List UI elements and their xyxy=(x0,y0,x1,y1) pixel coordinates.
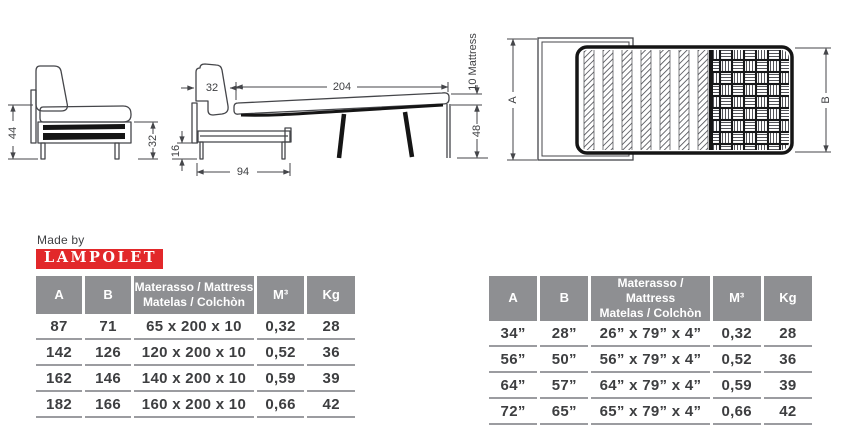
table-row xyxy=(36,340,355,366)
cell-a: 56” xyxy=(489,347,537,373)
cell-a: 142 xyxy=(36,340,82,366)
closed-sofa-dimensions xyxy=(7,105,159,159)
cell-weight: 28 xyxy=(307,314,355,340)
cell-a: 34” xyxy=(489,321,537,347)
col-header-b: B xyxy=(540,276,588,321)
open-bed-top-view xyxy=(538,38,792,160)
cell-b: 50” xyxy=(540,347,588,373)
col-header-mattress xyxy=(134,276,254,314)
col-header-volume: M³ xyxy=(257,276,305,314)
table-row xyxy=(36,366,355,392)
closed-sofa-mechanism-bar xyxy=(43,133,125,140)
cell-mattress: 65 x 200 x 10 xyxy=(134,314,254,340)
cell-b: 166 xyxy=(85,392,131,418)
table-row xyxy=(489,399,812,425)
dim-bed-length-label: 204 xyxy=(332,81,352,93)
cell-mattress: 120 x 200 x 10 xyxy=(134,340,254,366)
dim-b-label: B xyxy=(820,96,832,104)
closed-sofa-side-view xyxy=(31,66,131,159)
spec-table-imperial xyxy=(486,276,815,425)
cell-a: 64” xyxy=(489,373,537,399)
col-header-mattress xyxy=(591,276,709,321)
cell-weight: 42 xyxy=(764,399,812,425)
extension-lines xyxy=(172,82,488,176)
closed-sofa-backrest xyxy=(36,66,67,111)
open-bed-leg xyxy=(200,142,203,159)
cell-a: 87 xyxy=(36,314,82,340)
cell-b: 146 xyxy=(85,366,131,392)
open-bed-leg xyxy=(282,142,285,159)
cell-volume: 0,32 xyxy=(257,314,305,340)
cell-a: 162 xyxy=(36,366,82,392)
table-row xyxy=(489,347,812,373)
closed-sofa-leg xyxy=(115,143,119,159)
brand-logo: LAMPOLET xyxy=(36,249,163,269)
spec-table-metric xyxy=(33,276,358,418)
cell-weight: 39 xyxy=(764,373,812,399)
col-header-weight: Kg xyxy=(764,276,812,321)
table-header-row xyxy=(36,276,355,314)
cell-weight: 36 xyxy=(764,347,812,373)
cell-volume: 0,59 xyxy=(713,373,761,399)
table-row xyxy=(489,373,812,399)
made-by-label: Made by xyxy=(37,233,85,247)
col-header-a: A xyxy=(489,276,537,321)
col-header-mattress-line1: Materasso / Mattress xyxy=(617,276,684,305)
col-header-a: A xyxy=(36,276,82,314)
cell-mattress: 140 x 200 x 10 xyxy=(134,366,254,392)
cell-b: 57” xyxy=(540,373,588,399)
dim-base-width-label: 94 xyxy=(236,166,250,178)
table-row xyxy=(36,392,355,418)
cell-b: 126 xyxy=(85,340,131,366)
cell-a: 72” xyxy=(489,399,537,425)
col-header-mattress-line1: Materasso / Mattress xyxy=(134,280,254,294)
cell-volume: 0,52 xyxy=(257,340,305,366)
cell-mattress: 56” x 79” x 4” xyxy=(591,347,709,373)
cell-b: 71 xyxy=(85,314,131,340)
dim-a-label: A xyxy=(507,96,519,104)
cell-mattress: 160 x 200 x 10 xyxy=(134,392,254,418)
closed-sofa-leg xyxy=(41,143,45,159)
cell-weight: 39 xyxy=(307,366,355,392)
closed-sofa-mechanism-bar xyxy=(43,124,125,130)
closed-sofa-back-panel xyxy=(31,90,36,143)
table-row xyxy=(36,314,355,340)
cell-weight: 28 xyxy=(764,321,812,347)
made-by-block xyxy=(36,233,163,269)
open-bed-side-view xyxy=(192,64,450,159)
cell-b: 28” xyxy=(540,321,588,347)
col-header-volume: M³ xyxy=(713,276,761,321)
table-header-row xyxy=(489,276,812,321)
open-bed-back-panel xyxy=(192,103,197,143)
dim-ground-clearance-label: 16 xyxy=(170,144,182,158)
table-row xyxy=(489,321,812,347)
col-header-b: B xyxy=(85,276,131,314)
open-bed-fold-leg xyxy=(405,112,412,157)
col-header-mattress-line2: Matelas / Colchòn xyxy=(142,295,245,309)
technical-drawings xyxy=(0,0,848,216)
mattress-weave-pattern xyxy=(713,49,791,151)
cell-volume: 0,66 xyxy=(257,392,305,418)
cell-volume: 0,66 xyxy=(713,399,761,425)
open-bed-fold-mechanism xyxy=(241,105,443,115)
dim-seat-height-label: 32 xyxy=(147,134,159,148)
cell-mattress: 65” x 79” x 4” xyxy=(591,399,709,425)
dim-backrest-depth-label: 32 xyxy=(205,82,219,94)
dim-mattress-thickness-label: 10 Mattress xyxy=(467,33,479,91)
cell-mattress: 26” x 79” x 4” xyxy=(591,321,709,347)
dim-bed-height-label: 48 xyxy=(471,124,483,138)
cell-mattress: 64” x 79” x 4” xyxy=(591,373,709,399)
open-bed-fold-leg xyxy=(339,114,344,158)
dim-overall-height-label: 44 xyxy=(7,126,19,140)
cell-volume: 0,32 xyxy=(713,321,761,347)
cell-volume: 0,59 xyxy=(257,366,305,392)
cell-weight: 36 xyxy=(307,340,355,366)
cell-weight: 42 xyxy=(307,392,355,418)
cell-volume: 0,52 xyxy=(713,347,761,373)
col-header-mattress-line2: Matelas / Colchòn xyxy=(599,306,702,320)
cell-b: 65” xyxy=(540,399,588,425)
open-bed-end-leg xyxy=(447,104,450,158)
col-header-weight: Kg xyxy=(307,276,355,314)
closed-sofa-seat-cushion xyxy=(40,106,131,122)
cell-a: 182 xyxy=(36,392,82,418)
